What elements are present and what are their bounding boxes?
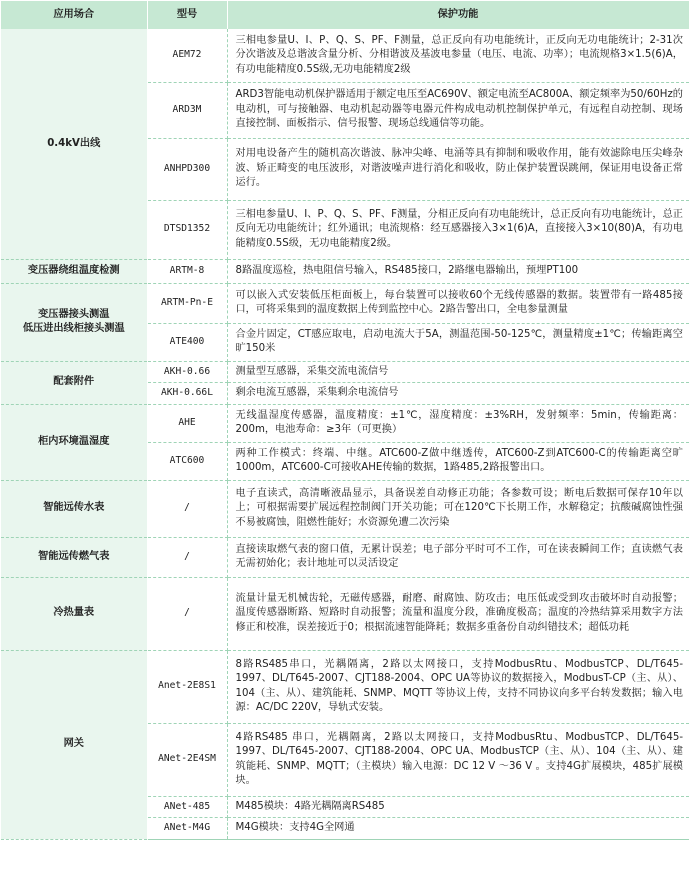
scene-cell: 智能远传燃气表 [1,537,147,577]
function-cell: 三相电参量U、I、P、Q、S、PF、F测量，分相正反向有功电能统计，总正反向有功电能统计，总正反向无功电能统计；红外通讯；电流规格：经互感器接入3×1(6)A，直接接入3×10(80)A，有功电能精度0.5S级，无功电能精度2级。 [227,200,689,259]
table-row [1,577,689,650]
table-row [1,537,689,577]
function-cell: 电子直读式，高清晰液晶显示，具备误差自动修正功能；各参数可设；断电后数据可保存10年以上；可根据需要扩展远程控制阀门开关功能；可在120℃下长期工作，水解稳定；抗酸碱腐蚀性强不易被腐蚀，阻燃性能好；水资源免遭二次污染 [227,480,689,537]
header-row [1,1,689,29]
scene-cell: 智能远传水表 [1,480,147,537]
function-cell: 4路RS485 串口，光耦隔离，2路以太网接口，支持ModbusRtu、ModbusTCP、DL/T645-1997、DL/T645-2007、CJT188-2004、OPC UA、ModbusTCP（主、从）、104（主、从）、建筑能耗、SNMP、MQTT；（主模块）输入电源：DC 12 V ～36 V 。支持4G扩展模块，485扩展模块。 [227,723,689,796]
function-cell: 两种工作模式：终端、中继。ATC600-Z做中继透传，ATC600-Z到ATC600-C的传输距离空旷1000m，ATC600-C可接收AHE传输的数据，1路485,2路报警出口。 [227,442,689,480]
scene-cell: 柜内环境温湿度 [1,404,147,480]
function-cell: 剩余电流互感器，采集剩余电流信号 [227,383,689,405]
model-cell: Anet-2E8S1 [147,650,227,723]
model-cell: DTSD1352 [147,200,227,259]
header-application: 应用场合 [1,1,147,29]
model-cell: / [147,480,227,537]
product-table [1,1,690,840]
table-row [1,650,689,723]
model-cell: AKH-0.66L [147,383,227,405]
function-cell: 8路温度巡检，热电阻信号输入，RS485接口，2路继电器输出，预埋PT100 [227,259,689,283]
scene-cell: 变压器接头测温 低压进出线柜接头测温 [1,283,147,361]
scene-cell: 0.4kV出线 [1,29,147,259]
model-cell: / [147,577,227,650]
header-model: 型号 [147,1,227,29]
table-row [1,283,689,323]
function-cell: 直接读取燃气表的窗口值，无累计误差；电子部分平时可不工作，可在读表瞬间工作；直读燃气表无需初始化；表计地址可以灵活设定 [227,537,689,577]
function-cell: 流量计量无机械齿轮，无磁传感器，耐磨、耐腐蚀、防攻击；电压低或受到攻击破坏时自动报警；温度传感器断路、短路时自动报警；流量和温度分段，准确度极高；温度的冷热结算采用数字方法修正和校准，误差接近于0；根据流速智能降耗；数据多重备份自动纠错技术；超低功耗 [227,577,689,650]
function-cell: 可以嵌入式安装低压柜面板上，每台装置可以接收60个无线传感器的数据。装置带有一路485接口，可将采集到的温度数据上传到监控中心。2路告警出口，全电参量测量 [227,283,689,323]
table-row [1,259,689,283]
model-cell: ANet-2E4SM [147,723,227,796]
model-cell: ATE400 [147,323,227,361]
function-cell: 对用电设备产生的随机高次谐波、脉冲尖峰、电涌等具有抑制和吸收作用，能有效滤除电压尖峰杂波、矫正畸变的电压波形，对谐波噪声进行消化和吸收，防止保护装置误跳闸，保证用电设备正常运行。 [227,138,689,200]
function-cell: 8路RS485串口，光耦隔离，2路以太网接口，支持ModbusRtu、ModbusTCP、DL/T645-1997、DL/T645-2007、CJT188-2004、OPC UA等协议的数据接入，ModbusT-CP（主、从）、104（主、从）、建筑能耗、SNMP、MQTT 等协议上传，支持不同协议向多平台转发数据；输入电源：AC/DC 220V，导轨式安装。 [227,650,689,723]
scene-cell: 变压器绕组温度检测 [1,259,147,283]
header-protection-function: 保护功能 [227,1,689,29]
model-cell: ANet-485 [147,796,227,818]
model-cell: AEM72 [147,29,227,82]
model-cell: ARD3M [147,82,227,138]
model-cell: AHE [147,404,227,442]
model-cell: ATC600 [147,442,227,480]
function-cell: M485模块：4路光耦隔离RS485 [227,796,689,818]
function-cell: ARD3智能电动机保护器适用于额定电压至AC690V、额定电流至AC800A、额定频率为50/60Hz的电动机，可与接触器、电动机起动器等电器元件构成电动机控制保护单元，有远程自动控制、现场直接控制、面板指示、信号报警、现场总线通信等功能。 [227,82,689,138]
scene-cell: 配套附件 [1,361,147,404]
table-row [1,361,689,383]
scene-cell: 网关 [1,650,147,839]
table-row [1,29,689,82]
model-cell: ANHPD300 [147,138,227,200]
model-cell: / [147,537,227,577]
function-cell: 无线温湿度传感器，温度精度：±1℃，湿度精度：±3%RH，发射频率：5min，传输距离：200m，电池寿命：≥3年（可更换） [227,404,689,442]
model-cell: ANet-M4G [147,818,227,840]
model-cell: ARTM-Pn-E [147,283,227,323]
table-row [1,404,689,442]
model-cell: ARTM-8 [147,259,227,283]
table-row [1,480,689,537]
function-cell: M4G模块：支持4G全网通 [227,818,689,840]
model-cell: AKH-0.66 [147,361,227,383]
scene-cell: 冷热量表 [1,577,147,650]
function-cell: 合金片固定，CT感应取电，启动电流大于5A，测温范围-50-125℃，测量精度±1℃；传输距离空旷150米 [227,323,689,361]
function-cell: 三相电参量U、I、P、Q、S、PF、F测量，总正反向有功电能统计，正反向无功电能统计；2-31次分次谐波及总谐波含量分析、分相谐波及基波电参量（电压、电流、功率）；电流规格3×1.5(6)A，有功电能精度0.5S级,无功电能精度2级 [227,29,689,82]
function-cell: 测量型互感器，采集交流电流信号 [227,361,689,383]
